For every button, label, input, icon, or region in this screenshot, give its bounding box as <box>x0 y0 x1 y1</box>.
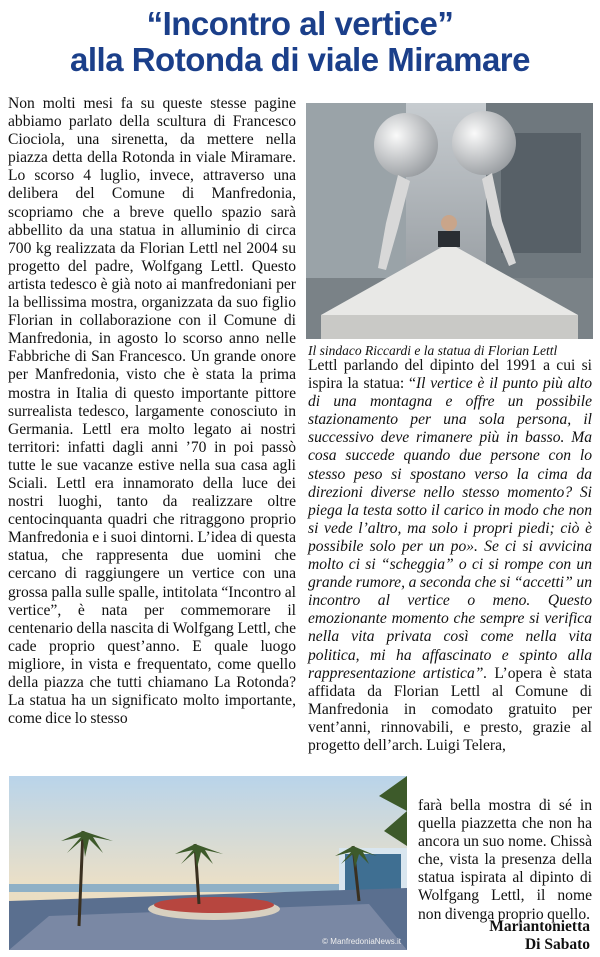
rotonda-photo-illustration <box>9 776 407 950</box>
right-intro: Lettl parlando del dipinto del 1991 a cui si ispira la statua: “ <box>308 357 592 393</box>
right-outro: L’opera è stata affidata da Florian Lettl al Comune di Manfredonia in comodato gratuito per vent’anni, rinnovabili, e presto, grazie al progetto dell’arch. Luigi Telera, <box>308 664 592 754</box>
headline-line-1: “Incontro al vertice” <box>146 5 454 42</box>
statue-photo-illustration <box>306 103 593 339</box>
artist-quote: Il vertice è il punto più alto di una montagna e offre un possibile stazionamento per una sola persona, il successivo deve rimanere più in basso. Ma cosa succede quando due persone con lo stesso peso si spostano verso la cima da direzioni diverse nello stesso momento? Si piega la testa sotto il carico in modo che non si vede l’altro, ma solo i propri piedi; ciò è possibile solo per un po». Se ci si avvicina molto ci si “scheggia” o ci si rompe con un grande rumore, a seconda che si “accetti” un incontro al vertice o meno. Questo emozionante momento che sempre si verifica nella vita privata così come nella vita politica, mi ha affascinato e spinto alla rappresentazione artistica”. <box>308 375 592 682</box>
photo-watermark: © ManfredoniaNews.it <box>322 937 401 946</box>
article-right-column <box>308 357 592 755</box>
headline <box>0 6 600 78</box>
author-last-name: Di Sabato <box>524 936 590 953</box>
author-first-name: Mariantonietta <box>489 918 590 935</box>
article-left-column: Non molti mesi fa su queste stesse pagine abbiamo parlato della scultura di Francesco Ciociola, una sirenetta, da mettere nella piazza detta della Rotonda in viale Miramare. Lo scorso 4 luglio, invece, attraverso una delibera del Comune di Manfredonia, scopriamo che a breve quello spazio sarà abbellito da una statua in alluminio di circa 700 kg realizzata da Florian Lettl nel 2004 su progetto del padre, Wolfgang Lettl. Questo artista tedesco è già noto ai manfredoniani per la bellissima mostra, organizzata da suo figlio Florian in collaborazione con il Comune di Manfredonia, in agosto lo scorso anno nelle Fabbriche di San Francesco. Un grande onore per Manfredonia, visto che è stata la prima mostra in Italia di questo importante pittore surrealista tedesco, largamente conosciuto in Germania. Lettl era molto legato ai nostri territori: infatti dagli anni ’70 in poi passò tutte le sue vacanze estive nella sua casa agli Sciali. Lettl era innamorato della luce dei nostri luoghi, tanto da realizzare oltre centocinquanta quadri che ritraggono proprio Manfredonia e i suoi dintorni. L’idea di questa statua, che rappresenta due uomini che cercano di raggiungere un vertice con una grossa palla sulle spalle, intitolata “Incontro al vertice”, è nata per commemorare il centenario della nascita di Wolfgang Lettl, che cade proprio quest’anno. E quale luogo migliore, in vista e frequentato, come quello della piazza che tutti chiamano La Rotonda? La statua ha un significato molto importante, come dice lo stesso <box>8 95 296 728</box>
statue-photo <box>306 103 593 339</box>
rotonda-photo <box>9 776 407 950</box>
article-right-bottom: farà bella mostra di sé in quella piazzetta che non ha ancora un suo nome. Chissà che, vista la presenza della statua ispirata al dipinto di Wolfgang Lettl, il nome non divenga proprio quello. <box>418 797 592 923</box>
headline-line-2: alla Rotonda di viale Miramare <box>70 41 530 78</box>
author-signature <box>489 918 590 954</box>
photo-caption: Il sindaco Riccardi e la statua di Florian Lettl <box>308 343 558 358</box>
